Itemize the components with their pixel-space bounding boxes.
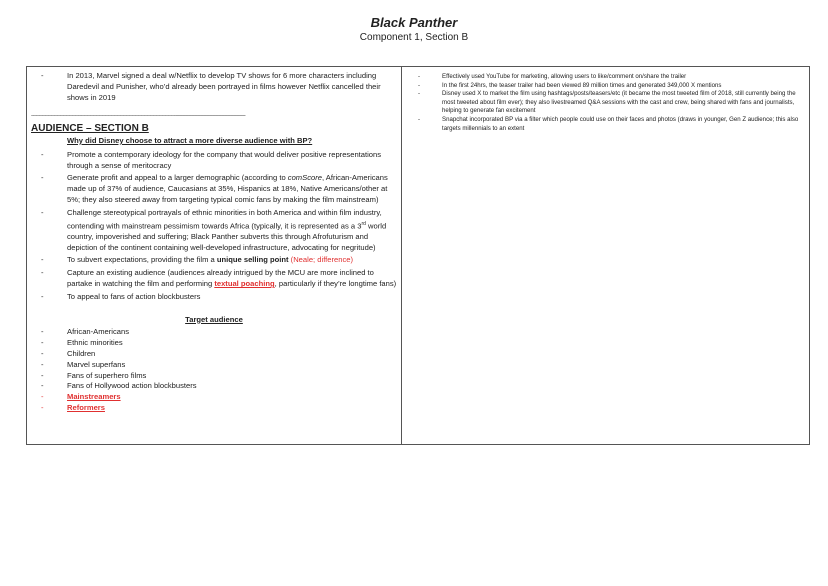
section-heading: AUDIENCE – SECTION B <box>31 123 149 135</box>
target-item-red <box>31 392 397 403</box>
text: Generate profit and appeal to a larger demographic (according to <box>67 173 288 183</box>
list-item: - Promote a contemporary ideology for the company that would deliver positive representations through a sense of meritocracy <box>31 150 397 172</box>
target-item: - Ethnic minorities <box>31 338 397 349</box>
theory-term: textual poaching <box>214 279 275 289</box>
list-item: - Disney used X to market the film using hashtags/posts/teasers/etc (it became the most tweeted film of 2018, still currently being the most tweeted about film ever); they also livestreamed Q&A sessions with the cast and crew, being shared with fans and journalists, helping to generate fan excitement <box>412 90 805 116</box>
text: Mainstreamers <box>67 392 121 402</box>
target-item: - Fans of superhero films <box>31 371 397 382</box>
text: ; <box>313 255 318 265</box>
left-column <box>27 67 402 444</box>
theory-term: difference <box>317 255 351 265</box>
target-audience-heading: Target audience <box>185 314 243 324</box>
text: Reformers <box>67 403 105 413</box>
text: Capture an existing audience (audiences already intrigued by the MCU are more inclined to partake in watching the film and performing <box>67 268 374 289</box>
list-item: - To appeal to fans of action blockbusters <box>31 292 397 303</box>
text: , African-Americans made up of 37% of audience, Caucasians at 35%, Hispanics at 18%, Native Americans/other at 5%; they also steered away from targeting typical comic fans by making the film mainstream) <box>67 173 388 204</box>
document-title: Black Panther <box>370 15 458 30</box>
document-subtitle: Component 1, Section B <box>359 32 469 43</box>
text: ( <box>288 255 294 265</box>
list-item: - Effectively used YouTube for marketing, allowing users to like/comment on/share the trailer <box>412 73 805 82</box>
notes-table <box>26 66 810 445</box>
source-name: comScore <box>287 173 322 183</box>
list-item: - Snapchat incorporated BP via a filter which people could use on their faces and photos (draws in younger, Gen Z audience; this also targets millennials to an extent <box>412 116 805 133</box>
text: , particularly if they’re longtime fans) <box>274 279 397 289</box>
list-item <box>31 255 397 266</box>
superscript: rd <box>361 220 366 227</box>
target-item: - African-Americans <box>31 327 397 338</box>
target-item: - Children <box>31 349 397 360</box>
key-term: unique selling point <box>216 255 289 265</box>
separator-line: ----------------------------------------------------------------------------------------------------------------------------------------------- <box>31 113 246 120</box>
list-item <box>31 208 397 254</box>
text: To subvert expectations, providing the film a <box>67 255 217 265</box>
text: ) <box>350 255 354 265</box>
theorist: Neale <box>293 255 314 265</box>
section-question: Why did Disney choose to attract a more diverse audience with BP? <box>67 135 313 145</box>
list-item <box>31 268 397 290</box>
target-item: - Fans of Hollywood action blockbusters <box>31 381 397 392</box>
target-item-red <box>31 403 397 414</box>
text: Challenge stereotypical portrayals of ethnic minorities in both America and within film industry, contending with mainstream pessimism towards Africa (typically, it is represented as a 3 <box>67 207 382 231</box>
target-item: - Marvel superfans <box>31 360 397 371</box>
list-item <box>31 173 397 205</box>
list-item: - In the first 24hrs, the teaser trailer had been viewed 89 million times and generated 349,000 X mentions <box>412 82 805 91</box>
right-column <box>402 67 809 444</box>
text: world country, impoverished and suffering; Black Panther subverts this through Afrofuturism and depiction of the continent containing well-developed infrastructure, advocating for negritude) <box>67 221 387 252</box>
list-item: - In 2013, Marvel signed a deal w/Netflix to develop TV shows for 6 more characters including Daredevil and Punisher, who’d already been portrayed in films however Netflix cancelled their shows in 2019 <box>31 71 397 103</box>
